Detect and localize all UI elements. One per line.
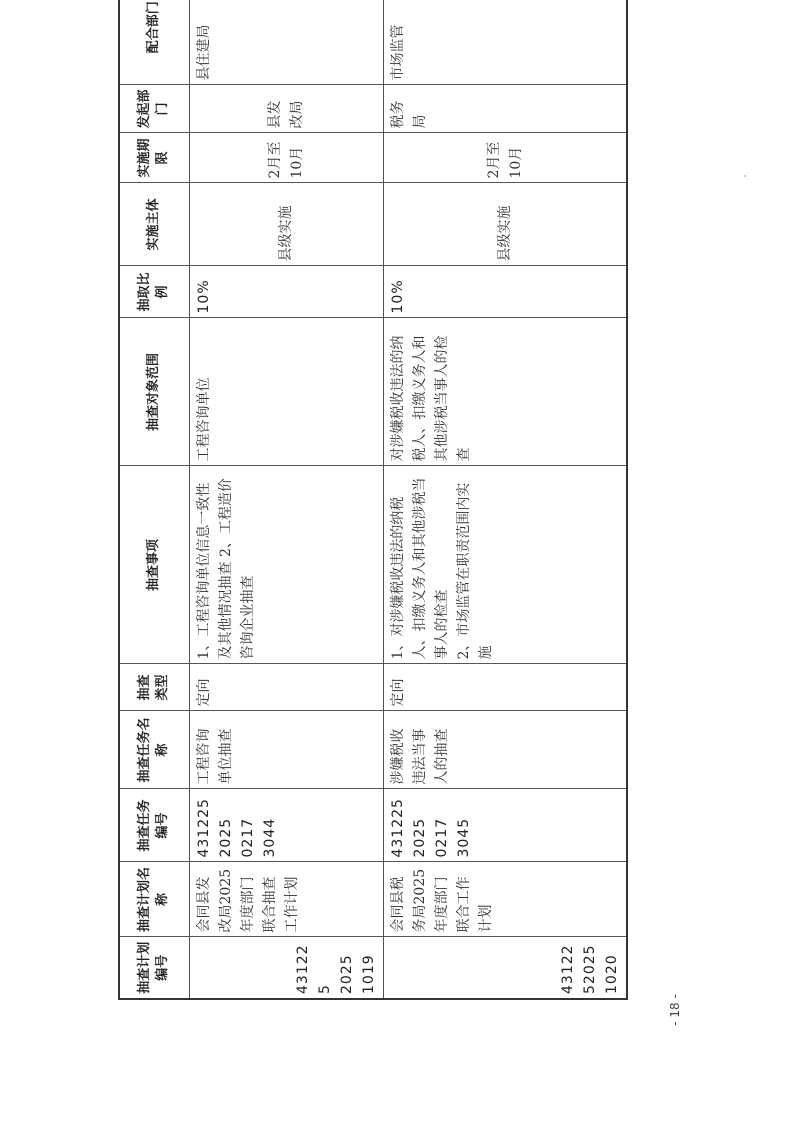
cell-ratio: 10% (383, 266, 627, 318)
header-task-id: 抽查任务编号 (119, 789, 189, 862)
page-number: - 18 - (668, 994, 682, 1026)
header-partner: 配合部门 (119, 0, 189, 85)
cell-period: 2月至10月 (383, 133, 627, 183)
cell-period: 2月至10月 (189, 133, 383, 183)
cell-task-name: 工程咨询单位抽查 (189, 711, 383, 789)
cell-type: 定向 (383, 664, 627, 711)
cell-partner: 县住建局 (189, 0, 383, 85)
cell-matters: 1、对涉嫌税收违法的纳税人、扣缴义务人和其他涉税当事人的检查 2、市场监管在职责范围内实施 (383, 466, 627, 664)
header-task-name: 抽查任务名称 (119, 711, 189, 789)
header-subject: 实施主体 (119, 183, 189, 266)
cell-subject: 县级实施 (383, 183, 627, 266)
cell-task-id: 431225 2025 0217 3045 (383, 789, 627, 862)
cell-task-id: 431225 2025 0217 3044 (189, 789, 383, 862)
cell-type: 定向 (189, 664, 383, 711)
cell-plan-id: 43122 52025 1020 (383, 937, 627, 999)
cell-subject: 县级实施 (189, 183, 383, 266)
table-row (383, 0, 627, 999)
cell-plan-id: 43122 5 2025 1019 (189, 937, 383, 999)
table-row (189, 0, 383, 999)
cell-plan-name: 会同县发改局2025年度部门联合抽查工作计划 (189, 862, 383, 937)
header-ratio: 抽取比例 (119, 266, 189, 318)
cell-plan-name: 会同县税务局2025年度部门联合工作计划 (383, 862, 627, 937)
header-period: 实施期限 (119, 133, 189, 183)
rotated-table-block (118, 1, 626, 1000)
cell-ratio: 10% (189, 266, 383, 318)
table-header-row (119, 0, 189, 999)
header-plan-name: 抽查计划名称 (119, 862, 189, 937)
cell-scope: 工程咨询单位 (189, 318, 383, 466)
header-type: 抽查类型 (119, 664, 189, 711)
header-matters: 抽查事项 (119, 466, 189, 664)
header-plan-id: 抽查计划编号 (119, 937, 189, 999)
header-scope: 抽查对象范围 (119, 318, 189, 466)
scan-speck (744, 175, 746, 177)
cell-scope: 对涉嫌税收违法的纳税人、扣缴义务人和其他涉税当事人的检查 (383, 318, 627, 466)
cell-partner: 市场监管 (383, 0, 627, 85)
spot-check-table (118, 0, 628, 1000)
cell-initiator: 税务局 (383, 85, 627, 133)
cell-initiator: 县发改局 (189, 85, 383, 133)
header-initiator: 发起部门 (119, 85, 189, 133)
cell-matters: 1、工程咨询单位信息一致性及其他情况抽查 2、工程造价咨询企业抽查 (189, 466, 383, 664)
cell-task-name: 涉嫌税收违法当事人的抽查 (383, 711, 627, 789)
